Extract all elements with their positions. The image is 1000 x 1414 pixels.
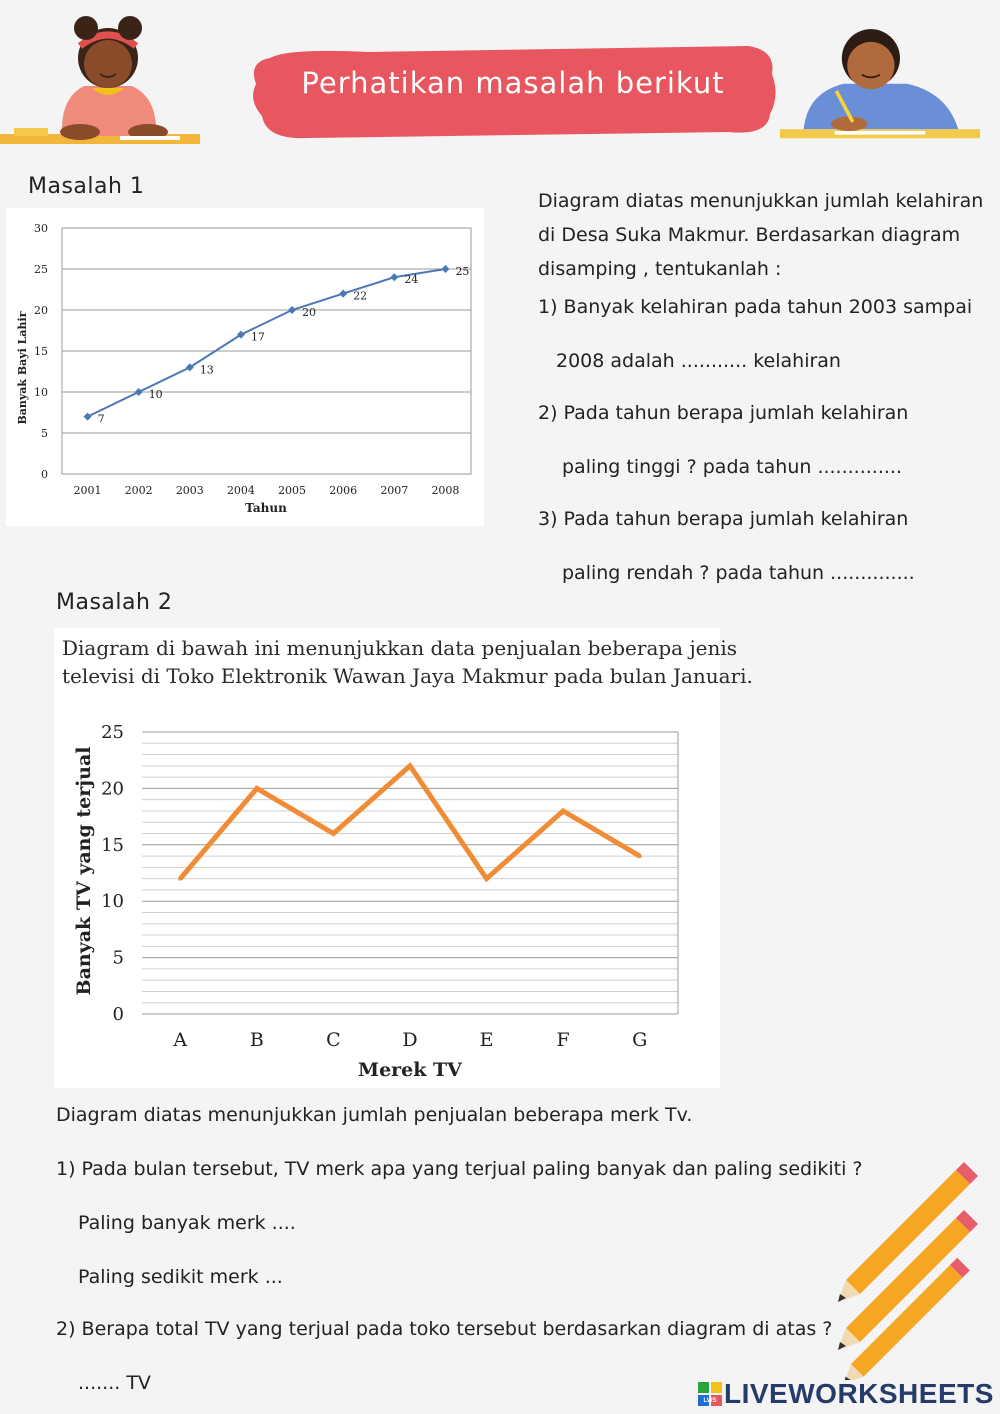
chart-2-panel <box>54 628 753 1088</box>
chart-2-data-point <box>408 764 412 768</box>
problem-2-heading: Masalah 2 <box>56 590 173 615</box>
problem-2-description-line-2: televisi di Toko Elektronik Wawan Jaya Makmur pada bulan Januari. <box>62 664 753 688</box>
chart-1-x-tick-label: 2004 <box>226 484 255 497</box>
chart-2-x-tick-label: A <box>173 1029 188 1051</box>
chart-2-data-point <box>485 877 489 881</box>
chart-1-panel <box>6 208 484 526</box>
problem-1-question-2-answer[interactable]: paling tinggi ? pada tahun .............. <box>562 456 902 478</box>
chart-2-y-tick-label: 5 <box>112 947 124 969</box>
tv-sales-line-chart <box>54 628 720 1088</box>
chart-2-data-point <box>561 809 565 813</box>
chart-2-data-point <box>638 854 642 858</box>
problem-1-question-3-line-1: 3) Pada tahun berapa jumlah kelahiran <box>538 508 909 530</box>
problem-2-question-1-answer-least[interactable]: Paling sedikit merk ... <box>78 1266 283 1288</box>
intro-line: Diagram diatas menunjukkan jumlah kelahiran <box>538 190 984 212</box>
chart-1-data-label: 24 <box>404 273 419 287</box>
problem-1-intro <box>538 184 988 286</box>
chart-1-data-point <box>390 273 398 281</box>
chart-1-x-tick-label: 2003 <box>175 484 204 497</box>
chart-2-x-tick-label: G <box>632 1029 648 1051</box>
chart-2-y-tick-label: 20 <box>101 778 124 800</box>
chart-2-x-tick-label: B <box>249 1029 264 1051</box>
chart-1-data-point <box>288 306 296 314</box>
chart-1-y-tick-label: 0 <box>41 468 48 481</box>
liveworksheets-logo-icon <box>698 1382 722 1406</box>
chart-1-x-tick-label: 2001 <box>73 484 102 497</box>
chart-2-y-tick-label: 10 <box>101 891 124 913</box>
chart-1-x-axis-label: Tahun <box>245 501 287 515</box>
problem-2-summary: Diagram diatas menunjukkan jumlah penjualan beberapa merk Tv. <box>56 1104 693 1126</box>
chart-1-series-line <box>88 269 446 417</box>
chart-2-data-point <box>178 877 182 881</box>
chart-2-x-tick-label: C <box>326 1029 341 1051</box>
chart-1-x-tick-label: 2005 <box>278 484 307 497</box>
chart-1-y-tick-label: 20 <box>34 304 48 317</box>
problem-2-question-1: 1) Pada bulan tersebut, TV merk apa yang terjual paling banyak dan paling sedikiti ? <box>56 1158 863 1180</box>
problem-1-heading: Masalah 1 <box>28 174 145 199</box>
logo-text: LWS <box>703 1398 717 1404</box>
problem-1-question-1-line-1: 1) Banyak kelahiran pada tahun 2003 sampai <box>538 296 973 318</box>
chart-2-data-point <box>331 832 335 836</box>
chart-1-y-tick-label: 5 <box>41 427 48 440</box>
pencils-icon <box>836 1160 986 1380</box>
chart-1-data-point <box>441 265 449 273</box>
chart-1-data-label: 20 <box>302 306 317 319</box>
chart-1-data-label: 22 <box>353 289 368 303</box>
boy-writing-illustration <box>780 6 980 156</box>
chart-2-x-tick-label: E <box>479 1029 494 1051</box>
chart-1-x-tick-label: 2006 <box>329 484 358 497</box>
girl-writing-illustration <box>0 6 200 156</box>
page-title: Perhatikan masalah berikut <box>301 66 725 100</box>
chart-2-y-tick-label: 0 <box>112 1004 124 1025</box>
chart-1-data-label: 17 <box>250 330 265 344</box>
problem-2-description-line-1: Diagram di bawah ini menunjukkan data penjualan beberapa jenis <box>62 636 738 660</box>
chart-1-y-axis-label: Banyak Bayi Lahir <box>16 311 29 425</box>
chart-2-y-axis-label: Banyak TV yang terjual <box>73 746 95 996</box>
chart-2-data-point <box>255 786 259 790</box>
chart-1-data-label: 25 <box>455 265 470 278</box>
intro-line: disamping , tentukanlah : <box>538 258 782 280</box>
chart-2-y-tick-label: 15 <box>101 834 124 856</box>
chart-1-y-tick-label: 25 <box>34 263 48 276</box>
chart-2-x-tick-label: D <box>402 1029 418 1051</box>
births-line-chart <box>6 208 484 526</box>
chart-1-data-point <box>339 290 347 298</box>
brand-name[interactable]: LIVEWORKSHEETS <box>724 1378 994 1409</box>
problem-1-question-3-answer[interactable]: paling rendah ? pada tahun .............. <box>562 562 915 584</box>
chart-2-y-tick-label: 25 <box>101 722 124 743</box>
chart-1-data-label: 13 <box>199 363 214 377</box>
chart-2-x-tick-label: F <box>556 1029 570 1051</box>
chart-1-x-tick-label: 2002 <box>124 484 153 497</box>
chart-1-y-tick-label: 10 <box>34 386 48 399</box>
problem-2-question-1-answer-most[interactable]: Paling banyak merk .... <box>78 1212 296 1234</box>
problem-2-question-2: 2) Berapa total TV yang terjual pada toko tersebut berdasarkan diagram di atas ? <box>56 1318 833 1340</box>
chart-1-data-point <box>84 413 92 421</box>
chart-2-x-axis-label: Merek TV <box>358 1059 462 1081</box>
problem-1-question-1-answer[interactable]: 2008 adalah ........... kelahiran <box>556 350 841 372</box>
chart-1-data-point <box>135 388 143 396</box>
chart-1-data-label: 10 <box>148 388 163 401</box>
chart-1-x-tick-label: 2007 <box>380 484 409 497</box>
chart-1-x-tick-label: 2008 <box>431 484 460 497</box>
intro-line: di Desa Suka Makmur. Berdasarkan diagram <box>538 224 961 246</box>
chart-1-y-tick-label: 30 <box>34 222 48 235</box>
chart-1-data-label: 7 <box>97 412 105 426</box>
problem-2-question-2-answer[interactable]: ....... TV <box>78 1372 151 1394</box>
problem-1-question-2-line-1: 2) Pada tahun berapa jumlah kelahiran <box>538 402 909 424</box>
chart-1-y-tick-label: 15 <box>34 345 48 358</box>
